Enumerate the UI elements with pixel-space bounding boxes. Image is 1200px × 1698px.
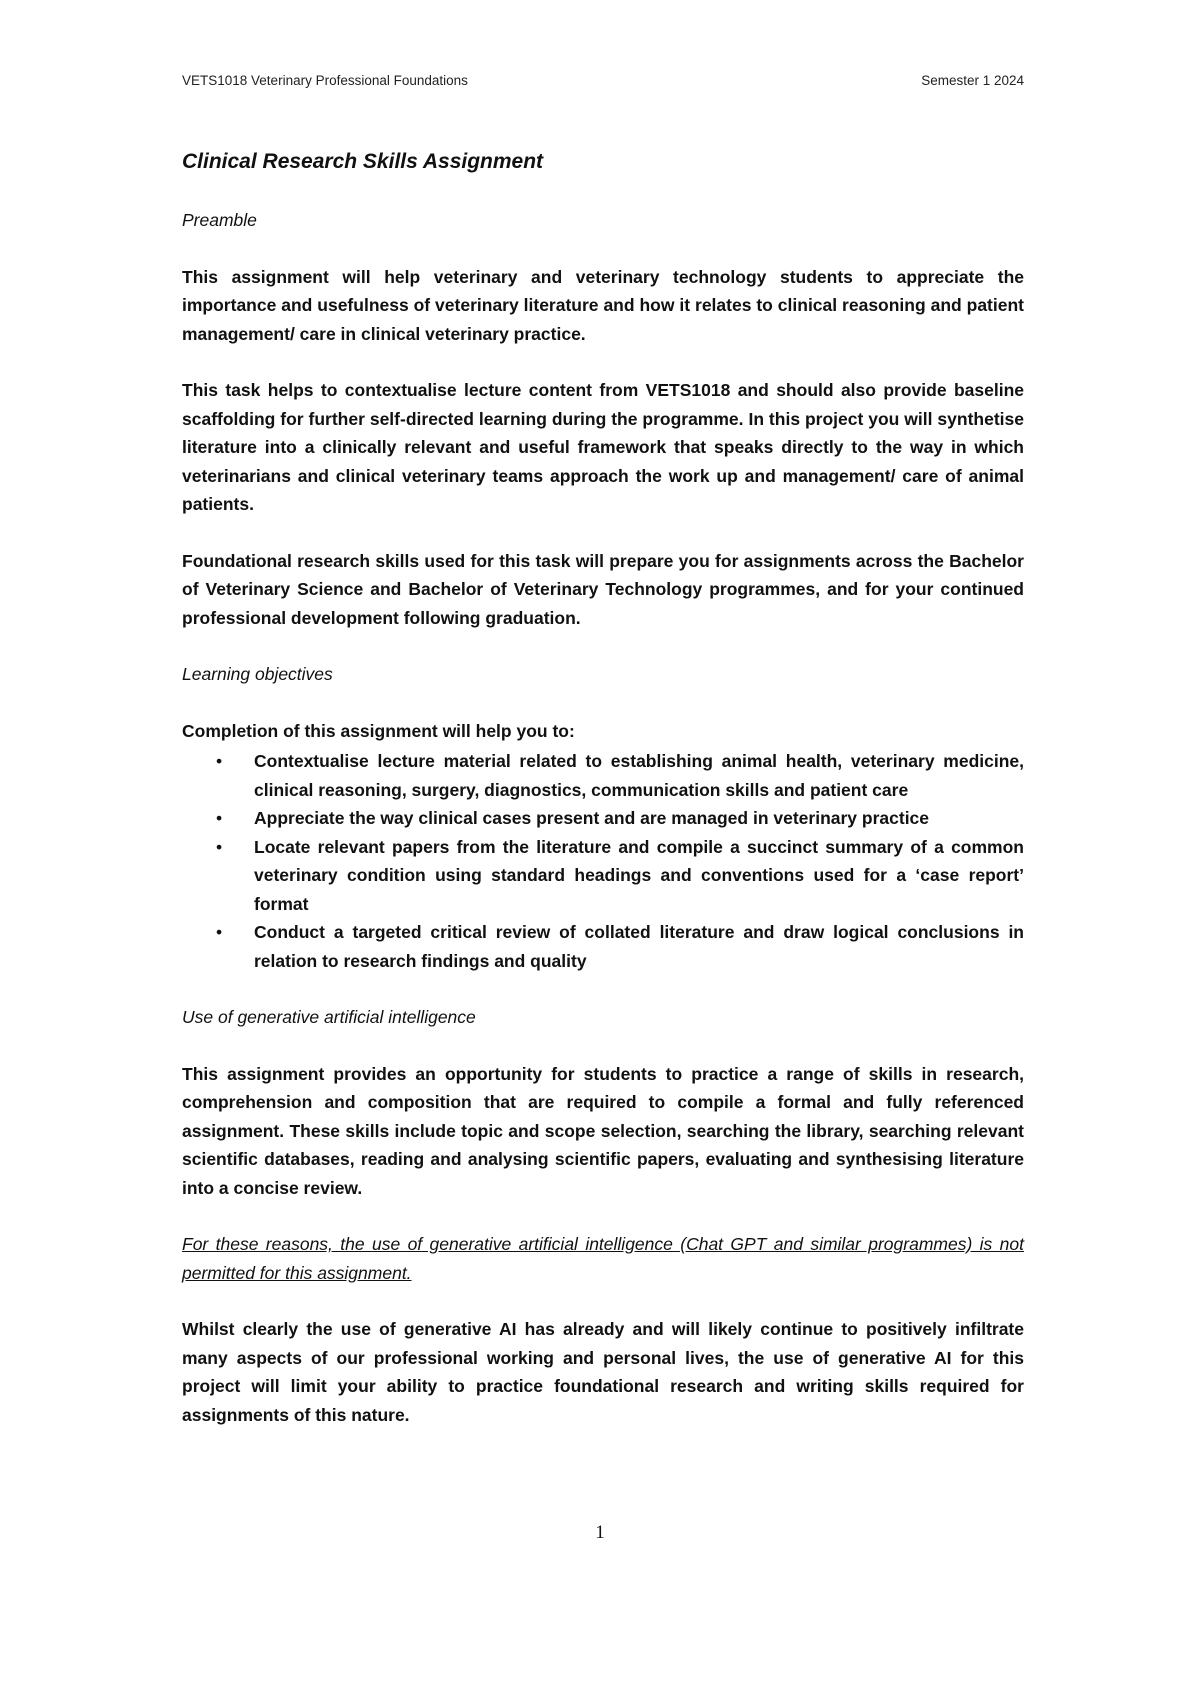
preamble-heading: Preamble: [182, 210, 257, 230]
objective-text: Locate relevant papers from the literature and compile a succinct summary of a common veterinary condition using standard headings and conventions used for a ‘case report’ format: [254, 836, 1024, 914]
header-semester: Semester 1 2024: [921, 73, 1024, 88]
objectives-list: [182, 747, 1024, 975]
page-number: 1: [595, 1522, 605, 1543]
objectives-heading: Learning objectives: [182, 664, 333, 684]
ai-heading: Use of generative artificial intelligence: [182, 1007, 476, 1027]
objective-text: Contextualise lecture material related to establishing animal health, veterinary medicine, clinical reasoning, surgery, diagnostics, communication skills and patient care: [254, 751, 1024, 800]
preamble-paragraph-2: This task helps to contextualise lecture content from VETS1018 and should also provide baseline scaffolding for further self-directed learning during the programme. In this project you will synthetise literature into a clinically relevant and useful framework that speaks directly to the way in which veterinarians and clinical veterinary teams approach the work up and management/ care of animal patients.: [182, 380, 1024, 514]
list-item: [216, 918, 1024, 975]
list-item: [216, 833, 1024, 919]
objective-text: Appreciate the way clinical cases present and are managed in veterinary practice: [254, 808, 930, 828]
document-body: [182, 148, 1024, 1457]
objective-text: Conduct a targeted critical review of collated literature and draw logical conclusions in relation to research findings and quality: [254, 922, 1024, 971]
ai-paragraph-1: This assignment provides an opportunity for students to practice a range of skills in research, comprehension and composition that are required to compile a formal and fully referenced assignment. These skills include topic and scope selection, searching the library, searching relevant scientific databases, reading and analysing scientific papers, evaluating and synthesising literature into a concise review.: [182, 1063, 1024, 1198]
objectives-intro: Completion of this assignment will help you to:: [182, 720, 575, 741]
ai-warning: For these reasons, the use of generative artificial intelligence (Chat GPT and similar programmes) is not permitted for this assignment.: [182, 1234, 1024, 1283]
bullet-icon: •: [216, 751, 223, 771]
ai-paragraph-2: Whilst clearly the use of generative AI has already and will likely continue to positively infiltrate many aspects of our professional working and personal lives, the use of generative AI for this project will limit your ability to practice foundational research and writing skills required for assignments of this nature.: [182, 1319, 1024, 1425]
preamble-paragraph-3: Foundational research skills used for this task will prepare you for assignments across the Bachelor of Veterinary Science and Bachelor of Veterinary Technology programmes, and for your continued professional development following graduation.: [182, 550, 1024, 628]
bullet-icon: •: [216, 836, 223, 857]
page-header: [182, 73, 1024, 88]
list-item: [216, 804, 1024, 833]
bullet-icon: •: [216, 922, 223, 942]
list-item: [216, 747, 1024, 804]
preamble-paragraph-1: This assignment will help veterinary and veterinary technology students to appreciate the importance and usefulness of veterinary literature and how it relates to clinical reasoning and patient management/ care in clinical veterinary practice.: [182, 266, 1024, 344]
header-course: VETS1018 Veterinary Professional Foundations: [182, 73, 468, 88]
bullet-icon: •: [216, 808, 223, 828]
document-title: Clinical Research Skills Assignment: [182, 150, 544, 173]
